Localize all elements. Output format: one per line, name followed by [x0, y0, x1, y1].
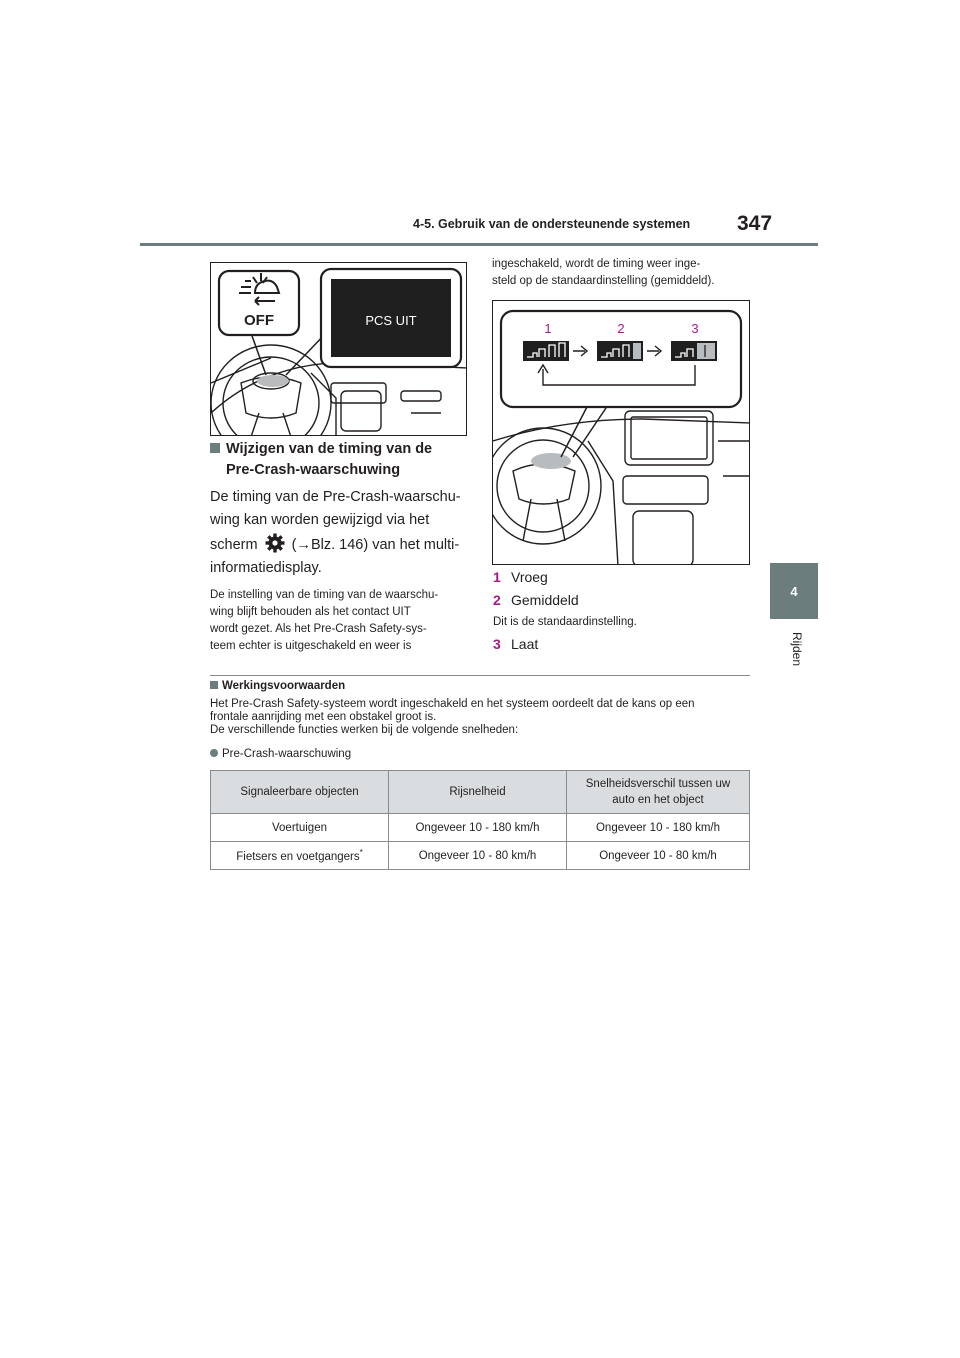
- square-bullet-icon: [210, 681, 218, 689]
- speed-table: [210, 770, 750, 870]
- note-line4: teem echter is uitgeschakeld en weer is: [210, 640, 412, 652]
- footnote-mark: *: [359, 848, 363, 858]
- cont-line2: steld op de standaardinstelling (gemiddeld).: [492, 275, 715, 287]
- table-cell: Ongeveer 10 - 180 km/h: [567, 814, 750, 842]
- table-header: Signaleerbare objecten: [211, 771, 389, 814]
- werking-heading: Werkingsvoorwaarden: [210, 680, 345, 692]
- timing-option-middle: 2 Gemiddeld: [493, 592, 579, 608]
- step-number: 1: [544, 321, 552, 336]
- timing-level-icon-middle: [597, 341, 643, 361]
- note-line2: wing blijft behouden als het contact UIT: [210, 606, 411, 618]
- table-cell: Ongeveer 10 - 180 km/h: [389, 814, 567, 842]
- table-cell: Ongeveer 10 - 80 km/h: [567, 842, 750, 870]
- step-number: 3: [691, 321, 699, 336]
- note-line1: De instelling van de timing van de waarschu-: [210, 589, 439, 601]
- timing-level-icon-early: [523, 341, 569, 361]
- round-bullet-icon: [210, 749, 218, 757]
- default-note: Dit is de standaardinstelling.: [493, 616, 637, 628]
- step-number: 2: [617, 321, 625, 336]
- note-line3: wordt gezet. Als het Pre-Crash Safety-sys-: [210, 623, 427, 635]
- para-line1: De timing van de Pre-Crash-waarschu-: [210, 489, 461, 505]
- table-cell: Fietsers en voetgangers*: [211, 842, 389, 870]
- table-cell: Ongeveer 10 - 80 km/h: [389, 842, 567, 870]
- figure-pcs-off: [210, 262, 467, 436]
- chapter-label: Rijden: [790, 632, 804, 667]
- werking-body: Het Pre-Crash Safety-systeem wordt ingeschakeld en het systeem oordeelt dat de kans op een frontale aanrijding met een obstakel groot is. De verschillende functies werken bij de volgende snelheden:: [210, 698, 695, 736]
- off-button-label: OFF: [244, 312, 274, 329]
- figure-timing-steps: [492, 300, 750, 565]
- section-title: 4-5. Gebruik van de ondersteunende systemen: [413, 217, 691, 231]
- timing-level-icon-late: [671, 341, 717, 361]
- timing-option-late: 3 Laat: [493, 636, 539, 652]
- table-row: [211, 814, 750, 842]
- werking-bullet: Pre-Crash-waarschuwing: [210, 748, 351, 760]
- table-header: Snelheidsverschil tussen uw auto en het object: [567, 771, 750, 814]
- section-heading: Wijzigen van de timing van de: [210, 438, 432, 460]
- header-rule: [140, 243, 818, 246]
- table-row: [211, 842, 750, 870]
- para-line2: wing kan worden gewijzigd via het: [210, 512, 430, 528]
- timing-option-early: 1 Vroeg: [493, 569, 548, 585]
- chapter-tab[interactable]: 4: [770, 563, 818, 619]
- display-text: PCS UIT: [365, 313, 417, 328]
- para-line3: scherm (→Blz. 146) van het multi-: [210, 533, 459, 558]
- square-bullet-icon: [210, 443, 220, 453]
- section-heading-line2: Pre-Crash-waarschuwing: [226, 462, 401, 478]
- gear-icon: [265, 533, 285, 553]
- page-number: 347: [737, 212, 773, 235]
- cont-line1: ingeschakeld, wordt de timing weer inge-: [492, 258, 701, 270]
- table-header: Rijsnelheid: [389, 771, 567, 814]
- section-divider: [210, 675, 750, 676]
- table-cell: Voertuigen: [211, 814, 389, 842]
- para-line4: informatiedisplay.: [210, 560, 322, 576]
